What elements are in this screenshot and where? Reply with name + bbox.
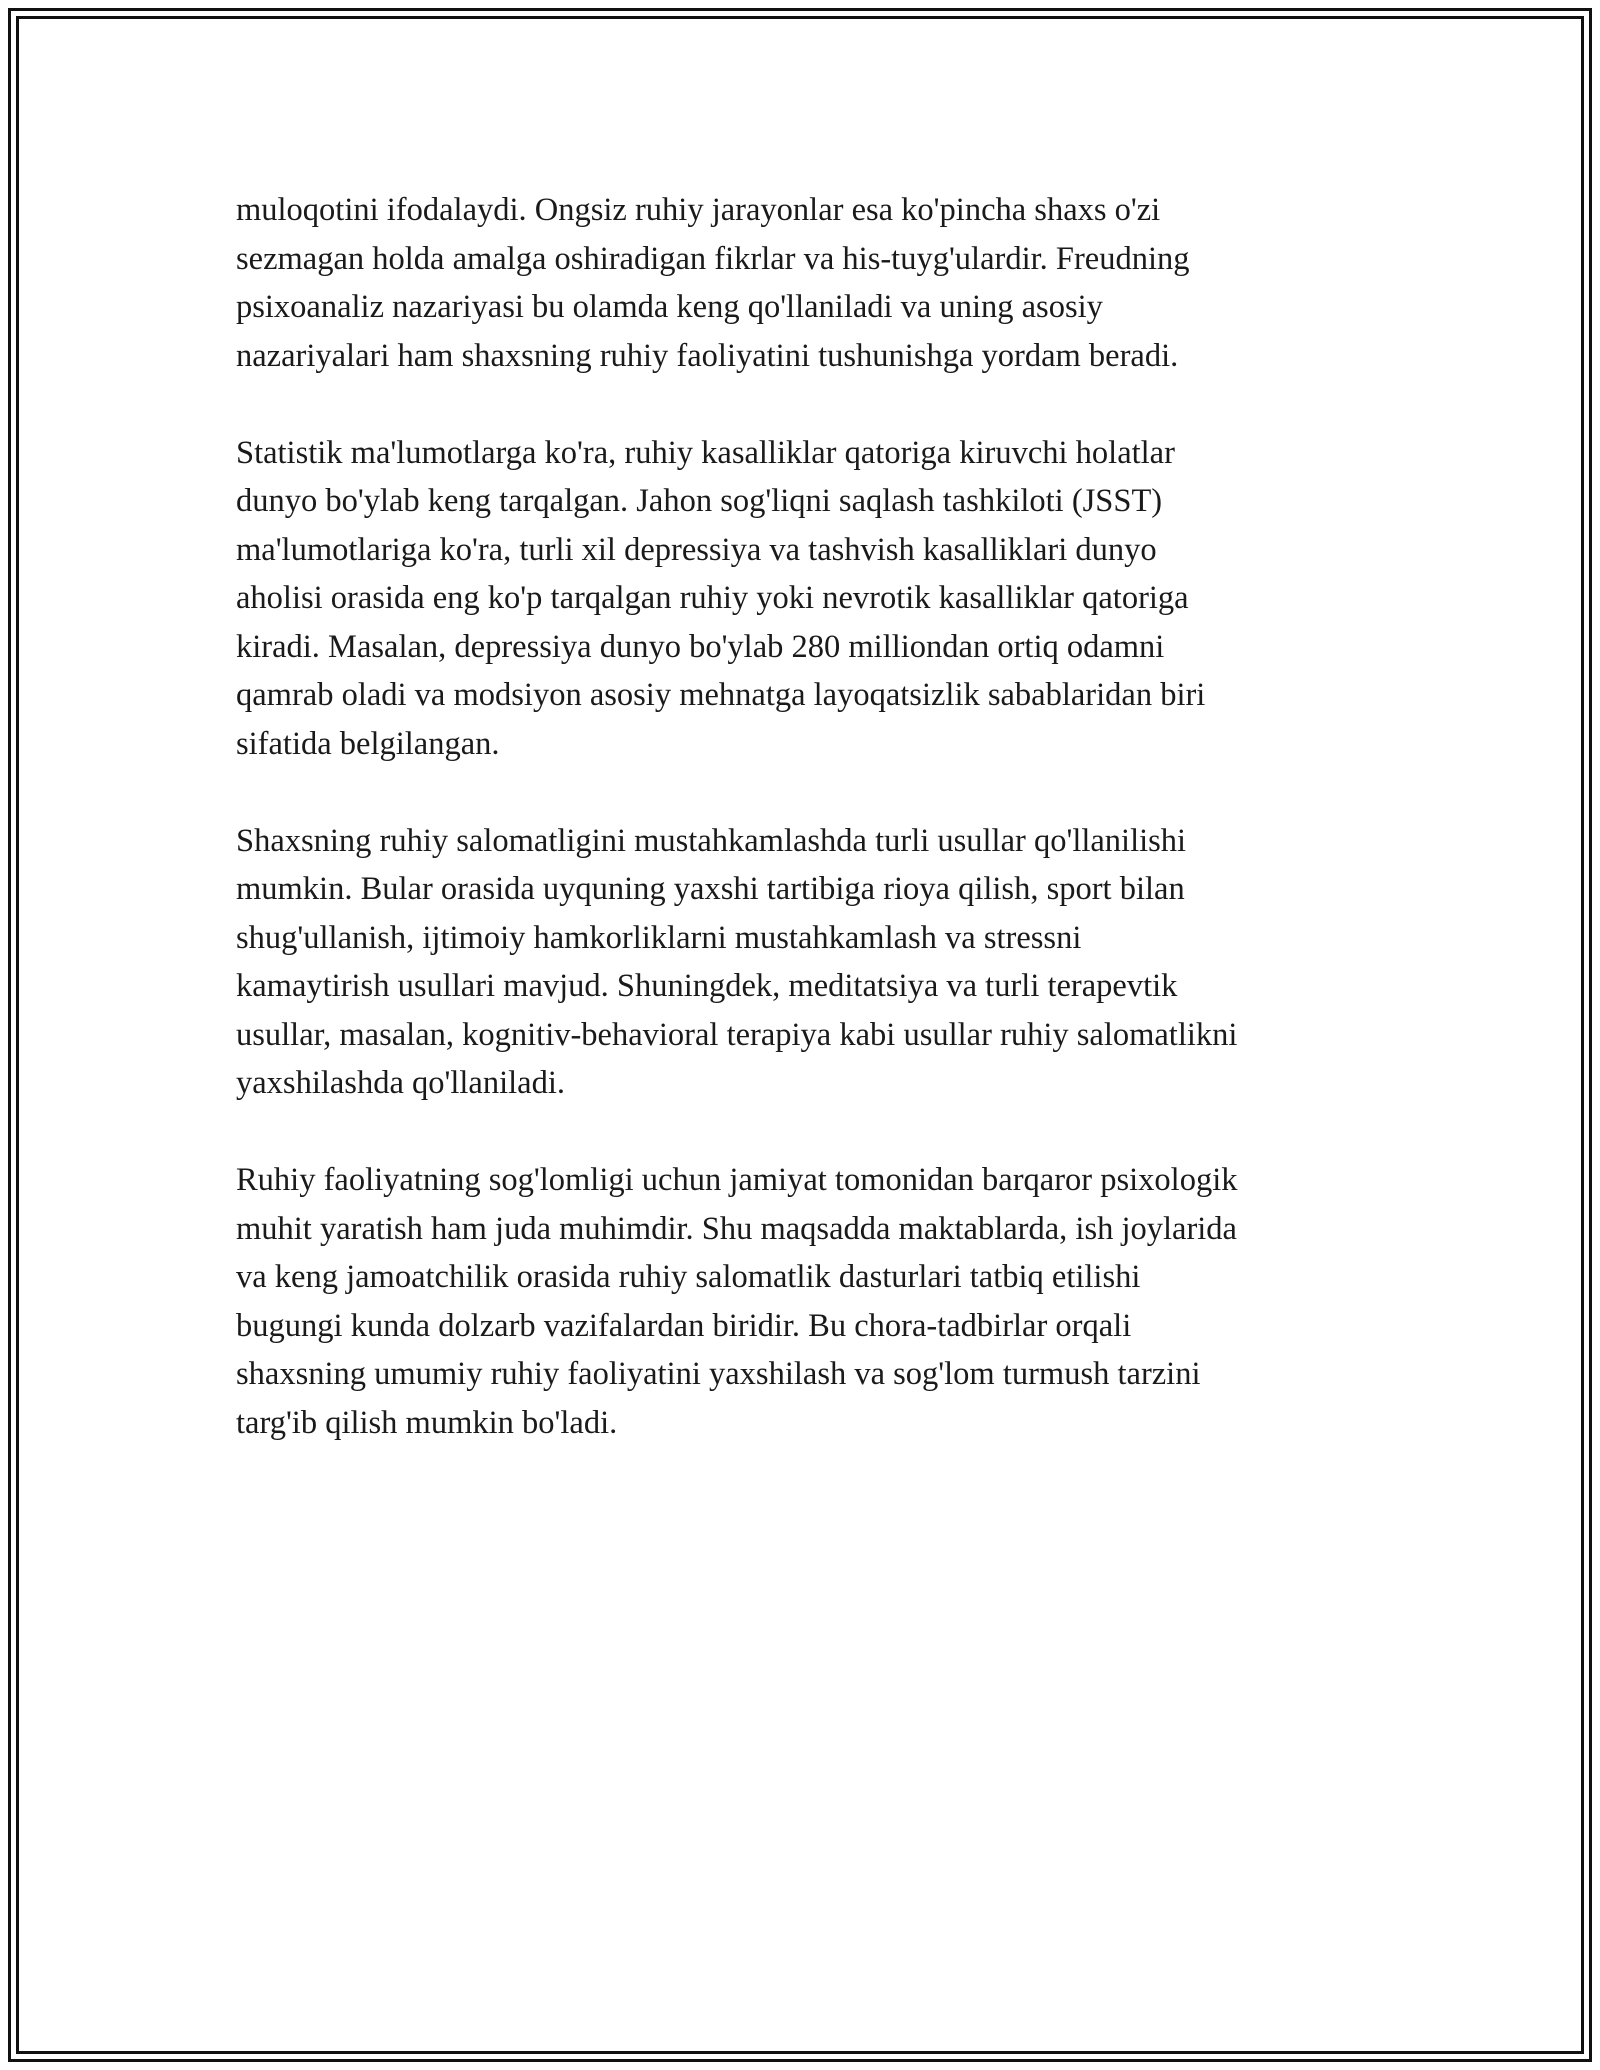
- paragraph-2: Statistik ma'lumotlarga ko'ra, ruhiy kasalliklar qatoriga kiruvchi holatlar dunyo bo'ylab keng tarqalgan. Jahon sog'liqni saqlash tashkiloti (JSST) ma'lumotlariga ko'ra, turli xil depressiya va tashvish kasalliklari dunyo aholisi orasida eng ko'p tarqalgan ruhiy yoki nevrotik kasalliklar qatoriga kiradi. Masalan, depressiya dunyo bo'ylab 280 milliondan ortiq odamni qamrab oladi va modsiyon asosiy mehnatga layoqatsizlik sabablaridan biri sifatida belgilangan.: [236, 434, 1206, 762]
- paragraph-1: muloqotini ifodalaydi. Ongsiz ruhiy jarayonlar esa ko'pincha shaxs o'zi sezmagan holda amalga oshiradigan fikrlar va his-tuyg'ulardir. Freudning psixoanaliz nazariyasi bu olamda keng qo'llaniladi va uning asosiy nazariyalari ham shaxsning ruhiy faoliyatini tushunishga yordam beradi.: [236, 192, 1190, 374]
- paragraph-3: Shaxsning ruhiy salomatligini mustahkamlashda turli usullar qo'llanilishi mumkin. Bular orasida uyquning yaxshi tartibiga rioya qilish, sport bilan shug'ullanish, ijtimoiy hamkorliklarni mustahkamlash va stressni kamaytirish usullari mavjud. Shuningdek, meditatsiya va turli terapevtik usullar, masalan, kognitiv-behavioral terapiya kabi usullar ruhiy salomatlikni yaxshilashda qo'llaniladi.: [236, 822, 1238, 1101]
- paragraph-4: Ruhiy faoliyatning sog'lomligi uchun jamiyat tomonidan barqaror psixologik muhit yaratish ham juda muhimdir. Shu maqsadda maktablarda, ish joylarida va keng jamoatchilik orasida ruhiy salomatlik dasturlari tatbiq etilishi bugungi kunda dolzarb vazifalardan biridir. Bu chora-tadbirlar orqali shaxsning umumiy ruhiy faoliyatini yaxshilash va sog'lom turmush tarzini targ'ib qilish mumkin bo'ladi.: [236, 1162, 1238, 1441]
- document-body: [236, 186, 1376, 1496]
